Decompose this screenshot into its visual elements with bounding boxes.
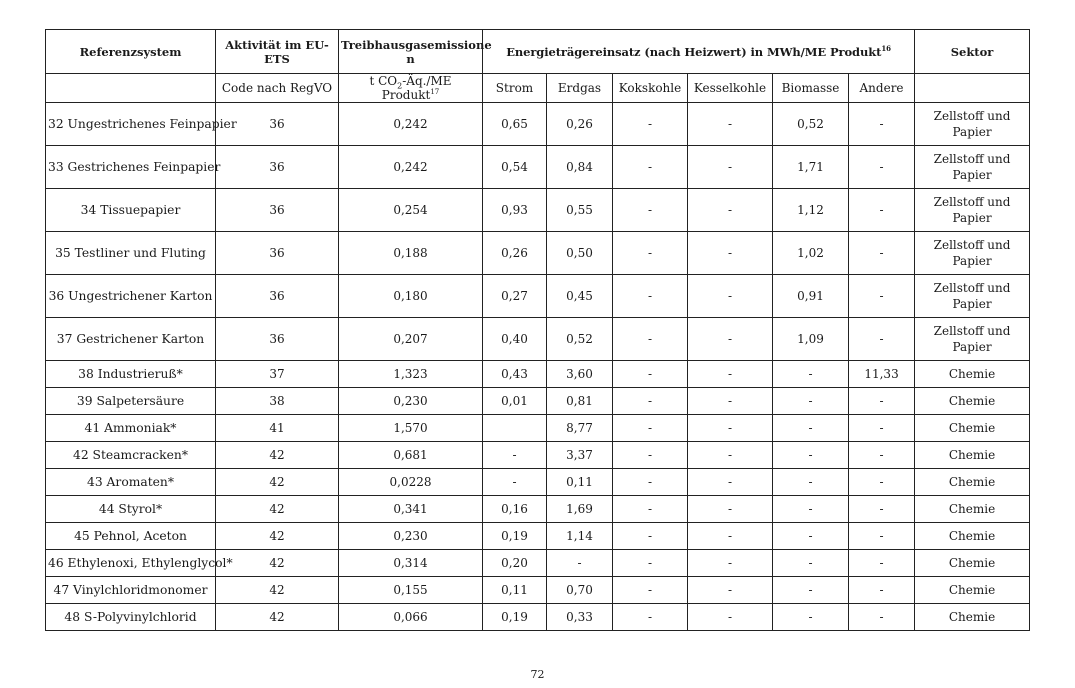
- cell-kokskohle: -: [613, 318, 688, 361]
- cell-kokskohle: -: [613, 232, 688, 275]
- cell-thg: 0,188: [339, 232, 483, 275]
- cell-andere: -: [849, 189, 915, 232]
- cell-code: 36: [216, 146, 339, 189]
- cell-biomasse: 0,52: [773, 103, 849, 146]
- cell-biomasse: 1,09: [773, 318, 849, 361]
- cell-sektor: Chemie: [915, 577, 1030, 604]
- cell-code: 38: [216, 388, 339, 415]
- cell-code: 42: [216, 550, 339, 577]
- cell-biomasse: 1,71: [773, 146, 849, 189]
- cell-name: 35 Testliner und Fluting: [46, 232, 216, 275]
- cell-andere: -: [849, 523, 915, 550]
- cell-strom: 0,65: [483, 103, 547, 146]
- cell-name: 34 Tissuepapier: [46, 189, 216, 232]
- cell-thg: 0,681: [339, 442, 483, 469]
- cell-name: 46 Ethylenoxi, Ethylenglycol*: [46, 550, 216, 577]
- reference-table: [45, 29, 1030, 631]
- cell-biomasse: -: [773, 577, 849, 604]
- cell-code: 36: [216, 189, 339, 232]
- cell-code: 42: [216, 496, 339, 523]
- header-thg-line1: Treibhausgasemissione: [341, 37, 492, 52]
- cell-biomasse: 0,91: [773, 275, 849, 318]
- cell-erdgas: 3,37: [547, 442, 613, 469]
- cell-kesselkohle: -: [688, 103, 773, 146]
- cell-kokskohle: -: [613, 604, 688, 631]
- cell-code: 42: [216, 523, 339, 550]
- subheader-code: Code nach RegVO: [216, 74, 339, 103]
- cell-erdgas: 1,14: [547, 523, 613, 550]
- cell-andere: 11,33: [849, 361, 915, 388]
- cell-andere: -: [849, 232, 915, 275]
- cell-andere: -: [849, 318, 915, 361]
- cell-erdgas: 0,84: [547, 146, 613, 189]
- cell-thg: 1,570: [339, 415, 483, 442]
- cell-strom: 0,11: [483, 577, 547, 604]
- subheader-thg-unit-prefix: t CO: [369, 74, 398, 88]
- cell-thg: 0,242: [339, 103, 483, 146]
- cell-sektor: Zellstoff und Papier: [915, 103, 1030, 146]
- cell-name: 42 Steamcracken*: [46, 442, 216, 469]
- cell-andere: -: [849, 604, 915, 631]
- table-row: [46, 415, 1030, 442]
- cell-sektor: Chemie: [915, 469, 1030, 496]
- cell-name: 45 Pehnol, Aceton: [46, 523, 216, 550]
- cell-kesselkohle: -: [688, 550, 773, 577]
- subheader-kokskohle: Kokskohle: [613, 74, 688, 103]
- cell-thg: 1,323: [339, 361, 483, 388]
- cell-biomasse: 1,12: [773, 189, 849, 232]
- cell-strom: 0,26: [483, 232, 547, 275]
- cell-biomasse: -: [773, 361, 849, 388]
- header-energie: [483, 30, 915, 74]
- table-row: [46, 496, 1030, 523]
- cell-biomasse: -: [773, 550, 849, 577]
- cell-thg: 0,314: [339, 550, 483, 577]
- cell-kesselkohle: -: [688, 442, 773, 469]
- cell-kesselkohle: -: [688, 318, 773, 361]
- cell-name: 38 Industrieruß*: [46, 361, 216, 388]
- cell-erdgas: 0,81: [547, 388, 613, 415]
- cell-strom: 0,19: [483, 523, 547, 550]
- cell-sektor: Zellstoff und Papier: [915, 189, 1030, 232]
- cell-strom: 0,54: [483, 146, 547, 189]
- cell-kokskohle: -: [613, 469, 688, 496]
- cell-sektor: Chemie: [915, 388, 1030, 415]
- header-energie-text: Energieträgereinsatz (nach Heizwert) in MWh/ME Produkt: [506, 44, 882, 59]
- cell-strom: 0,16: [483, 496, 547, 523]
- cell-erdgas: 0,50: [547, 232, 613, 275]
- cell-erdgas: 0,11: [547, 469, 613, 496]
- cell-code: 42: [216, 469, 339, 496]
- cell-sektor: Zellstoff und Papier: [915, 318, 1030, 361]
- cell-erdgas: 8,77: [547, 415, 613, 442]
- cell-sektor: Chemie: [915, 361, 1030, 388]
- cell-erdgas: 0,55: [547, 189, 613, 232]
- cell-kokskohle: -: [613, 523, 688, 550]
- cell-andere: -: [849, 469, 915, 496]
- cell-strom: 0,19: [483, 604, 547, 631]
- subheader-erdgas: Erdgas: [547, 74, 613, 103]
- subheader-kesselkohle: Kesselkohle: [688, 74, 773, 103]
- cell-thg: 0,341: [339, 496, 483, 523]
- cell-code: 36: [216, 275, 339, 318]
- cell-kesselkohle: -: [688, 523, 773, 550]
- table-body: [46, 103, 1030, 631]
- cell-kokskohle: -: [613, 415, 688, 442]
- cell-thg: 0,242: [339, 146, 483, 189]
- cell-biomasse: -: [773, 523, 849, 550]
- cell-kokskohle: -: [613, 388, 688, 415]
- header-aktivitaet: Aktivität im EU-ETS: [216, 30, 339, 74]
- cell-sektor: Chemie: [915, 550, 1030, 577]
- cell-kesselkohle: -: [688, 415, 773, 442]
- cell-code: 41: [216, 415, 339, 442]
- cell-name: 33 Gestrichenes Feinpapier: [46, 146, 216, 189]
- cell-andere: -: [849, 103, 915, 146]
- cell-erdgas: -: [547, 550, 613, 577]
- cell-erdgas: 3,60: [547, 361, 613, 388]
- table-row: [46, 469, 1030, 496]
- cell-andere: -: [849, 146, 915, 189]
- subheader-thg-unit-footnote: 17: [430, 88, 440, 96]
- cell-sektor: Zellstoff und Papier: [915, 275, 1030, 318]
- cell-name: 41 Ammoniak*: [46, 415, 216, 442]
- cell-thg: 0,180: [339, 275, 483, 318]
- table-row: [46, 442, 1030, 469]
- cell-erdgas: 0,70: [547, 577, 613, 604]
- cell-biomasse: -: [773, 415, 849, 442]
- cell-kokskohle: -: [613, 577, 688, 604]
- cell-andere: -: [849, 415, 915, 442]
- cell-kokskohle: -: [613, 550, 688, 577]
- cell-kesselkohle: -: [688, 469, 773, 496]
- subheader-thg-unit: [339, 74, 483, 103]
- cell-erdgas: 1,69: [547, 496, 613, 523]
- cell-strom: 0,01: [483, 388, 547, 415]
- subheader-andere: Andere: [849, 74, 915, 103]
- table-row: [46, 146, 1030, 189]
- cell-sektor: Zellstoff und Papier: [915, 232, 1030, 275]
- cell-kokskohle: -: [613, 189, 688, 232]
- table-row: [46, 388, 1030, 415]
- subheader-sektor-empty: [915, 74, 1030, 103]
- cell-kesselkohle: -: [688, 232, 773, 275]
- cell-kokskohle: -: [613, 146, 688, 189]
- cell-code: 37: [216, 361, 339, 388]
- cell-biomasse: -: [773, 469, 849, 496]
- cell-code: 42: [216, 577, 339, 604]
- cell-erdgas: 0,33: [547, 604, 613, 631]
- cell-kokskohle: -: [613, 442, 688, 469]
- cell-erdgas: 0,45: [547, 275, 613, 318]
- cell-strom: 0,40: [483, 318, 547, 361]
- cell-code: 42: [216, 604, 339, 631]
- cell-erdgas: 0,52: [547, 318, 613, 361]
- cell-strom: 0,27: [483, 275, 547, 318]
- header-thg-line2: n: [406, 51, 415, 66]
- cell-thg: 0,254: [339, 189, 483, 232]
- cell-kesselkohle: -: [688, 361, 773, 388]
- cell-kokskohle: -: [613, 496, 688, 523]
- header-thg: [339, 30, 492, 74]
- cell-name: 47 Vinylchloridmonomer: [46, 577, 216, 604]
- table-row: [46, 604, 1030, 631]
- subheader-biomasse: Biomasse: [773, 74, 849, 103]
- cell-strom: 0,20: [483, 550, 547, 577]
- cell-biomasse: -: [773, 496, 849, 523]
- cell-biomasse: -: [773, 442, 849, 469]
- subheader-empty: [46, 74, 216, 103]
- cell-code: 36: [216, 318, 339, 361]
- header-energie-footnote: 16: [881, 43, 891, 53]
- cell-kokskohle: -: [613, 275, 688, 318]
- table-row: [46, 550, 1030, 577]
- cell-biomasse: 1,02: [773, 232, 849, 275]
- table-row: [46, 189, 1030, 232]
- cell-andere: -: [849, 442, 915, 469]
- subheader-thg-unit-sub: 2: [397, 81, 403, 91]
- cell-strom: [483, 415, 547, 442]
- cell-biomasse: -: [773, 604, 849, 631]
- cell-andere: -: [849, 275, 915, 318]
- cell-thg: 0,207: [339, 318, 483, 361]
- cell-thg: 0,0228: [339, 469, 483, 496]
- cell-name: 44 Styrol*: [46, 496, 216, 523]
- cell-thg: 0,230: [339, 523, 483, 550]
- subheader-thg-unit-suffix: -Äq./ME Produkt: [381, 74, 452, 102]
- cell-code: 36: [216, 103, 339, 146]
- table-row: [46, 577, 1030, 604]
- cell-andere: -: [849, 496, 915, 523]
- cell-thg: 0,066: [339, 604, 483, 631]
- cell-sektor: Chemie: [915, 523, 1030, 550]
- header-sektor: Sektor: [915, 30, 1030, 74]
- cell-erdgas: 0,26: [547, 103, 613, 146]
- table-row: [46, 103, 1030, 146]
- cell-strom: 0,93: [483, 189, 547, 232]
- cell-kesselkohle: -: [688, 275, 773, 318]
- cell-strom: 0,43: [483, 361, 547, 388]
- cell-name: 43 Aromaten*: [46, 469, 216, 496]
- table-row: [46, 523, 1030, 550]
- table-row: [46, 232, 1030, 275]
- cell-name: 48 S-Polyvinylchlorid: [46, 604, 216, 631]
- cell-code: 36: [216, 232, 339, 275]
- cell-sektor: Zellstoff und Papier: [915, 146, 1030, 189]
- table-row: [46, 318, 1030, 361]
- cell-code: 42: [216, 442, 339, 469]
- cell-strom: -: [483, 442, 547, 469]
- cell-kesselkohle: -: [688, 577, 773, 604]
- cell-name: 32 Ungestrichenes Feinpapier: [46, 103, 216, 146]
- cell-strom: -: [483, 469, 547, 496]
- cell-name: 37 Gestrichener Karton: [46, 318, 216, 361]
- cell-kesselkohle: -: [688, 189, 773, 232]
- cell-kokskohle: -: [613, 103, 688, 146]
- cell-andere: -: [849, 577, 915, 604]
- cell-kesselkohle: -: [688, 146, 773, 189]
- cell-andere: -: [849, 550, 915, 577]
- cell-sektor: Chemie: [915, 604, 1030, 631]
- cell-kokskohle: -: [613, 361, 688, 388]
- page-number: 72: [530, 668, 545, 681]
- cell-kesselkohle: -: [688, 604, 773, 631]
- cell-name: 36 Ungestrichener Karton: [46, 275, 216, 318]
- cell-sektor: Chemie: [915, 415, 1030, 442]
- cell-kesselkohle: -: [688, 496, 773, 523]
- cell-kesselkohle: -: [688, 388, 773, 415]
- cell-andere: -: [849, 388, 915, 415]
- cell-biomasse: -: [773, 388, 849, 415]
- cell-thg: 0,230: [339, 388, 483, 415]
- header-referenzsystem: Referenzsystem: [46, 30, 216, 74]
- cell-thg: 0,155: [339, 577, 483, 604]
- subheader-strom: Strom: [483, 74, 547, 103]
- table-row: [46, 361, 1030, 388]
- cell-sektor: Chemie: [915, 496, 1030, 523]
- cell-sektor: Chemie: [915, 442, 1030, 469]
- cell-name: 39 Salpetersäure: [46, 388, 216, 415]
- table-row: [46, 275, 1030, 318]
